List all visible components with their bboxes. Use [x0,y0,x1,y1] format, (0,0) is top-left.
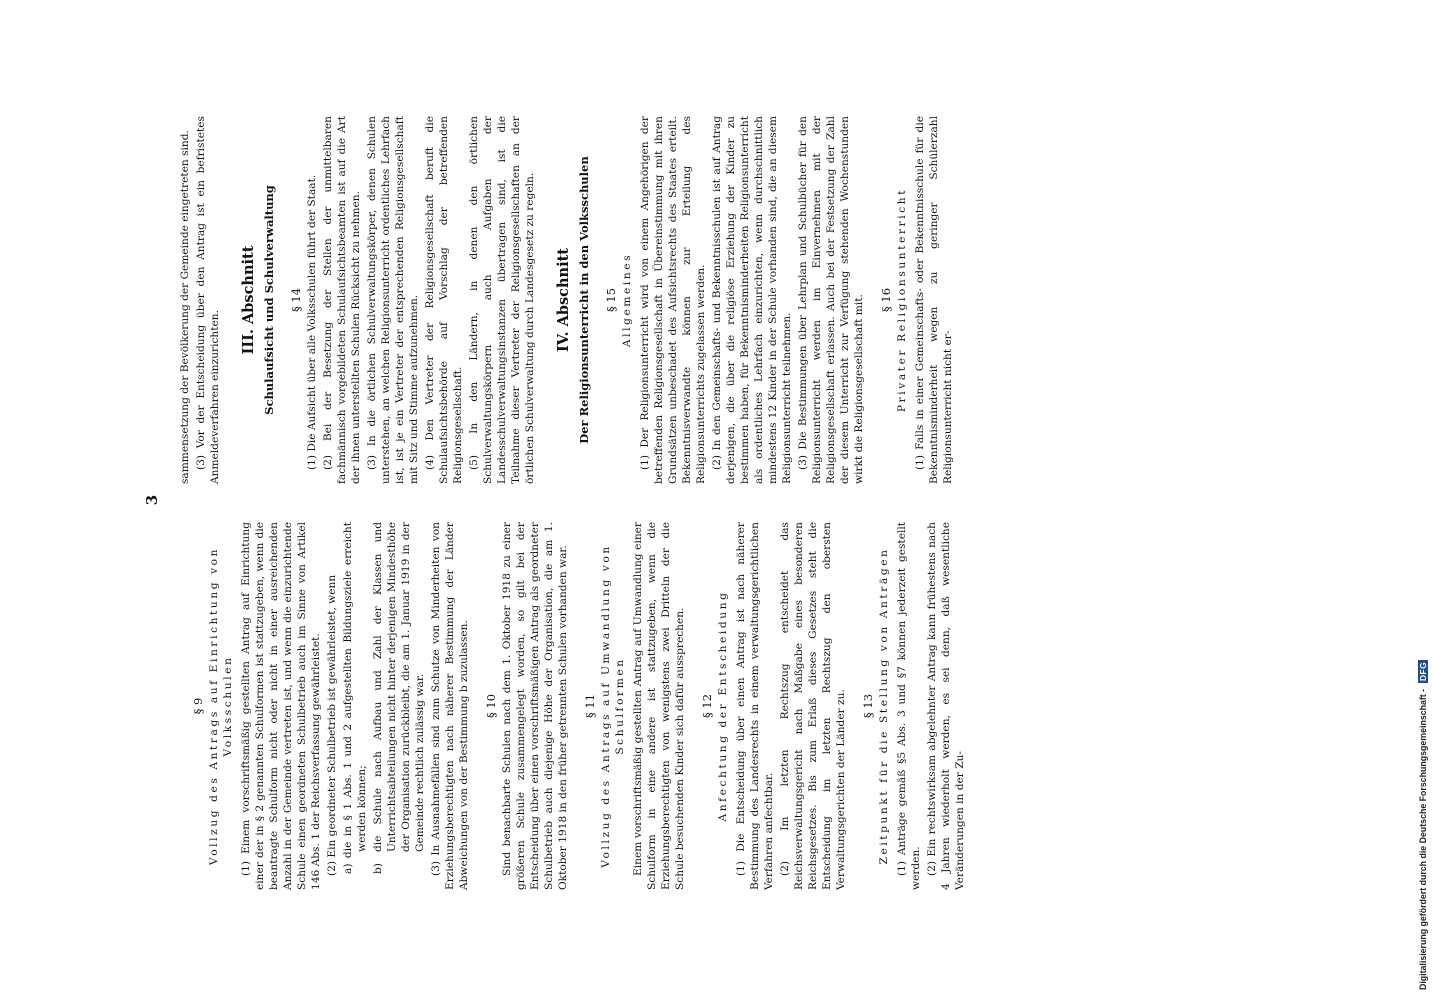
section-number: § 10 [483,693,498,719]
digitization-credit [1416,10,1430,990]
paragraph: Sind benachbarte Schulen nach dem 1. Oktober 1918 zu einer größeren Schule zusammengelegt worden, so gilt bei der Entscheidung über einen vorschriftsmäßigen Antrag als geordneter Schulbetrieb auch diejenige Höhe der Organisation, die am 1. Oktober 1918 in den früher getrennten Schulen vorhanden war. [500,522,569,890]
section-number: § 16 [878,287,893,313]
section-number: § 9 [191,697,205,715]
paragraph: (1) Anträge gemäß §5 Abs. 3 und §7 können jederzeit gestellt werden. [895,522,922,890]
paragraph: (5) In den Ländern, in denen den örtlichen Schulverwaltungskörpern auch Aufgaben der Landesschulverwaltungsinstanzen übertragen sind, ist die Teilnahme dieser Vertreter der Religionsgesellschaften an der örtlichen Schulverwaltung durch Landesgesetz zu regeln. [468,116,536,484]
paragraph: (3) In die örtlichen Schulverwaltungskörper, denen Schulen unterstehen, an welchen Religionsunterricht ordentliches Lehrfach ist, ist je ein Vertreter der entsprechenden Religionsgesellschaft mit Sitz und Stimme aufzunehmen. [366,116,421,484]
paragraph: sammensetzung der Bevölkerung der Gemeinde eingetreten sind. [179,130,191,484]
dfg-logo: DFG [1418,661,1428,681]
paragraph: (2) Ein geordneter Schulbetrieb ist gewährleistet, wenn [325,574,338,876]
paragraph: (4) Den Vertreter der Religionsgesellschaft beruft die Schulaufsichtsbehörde auf Vorschlag der betreffenden Religionsgesellschaft. [424,116,465,484]
chapter-title: Schulaufsicht und Schulverwaltung [262,185,277,415]
paragraph: (3) In Ausnahmefällen sind zum Schutze von Minderheiten von Erziehungsberechtigten nach näherer Bestimmung der Länder Abweichungen von der Bestimmung b zuzulassen. [429,522,470,890]
paragraph: (1) Die Aufsicht über alle Volksschulen führt der Staat. [306,174,319,470]
section-title: Allgemeines [621,252,634,348]
section-title: Privater Religionsunterricht [895,187,908,413]
list-item: b) die Schule nach Aufbau und Zahl der Klassen und Unterrichtsabteilungen nicht hinter derjenigen Mindesthöhe der Organisation zurückbleibt, die am 1. Januar 1919 in der Gemeinde rechtlich zulässig war. [371,522,426,874]
chapter-heading: III. Abschnitt [239,245,257,355]
document-page [137,100,1297,900]
paragraph: (3) Vor der Entscheidung über den Antrag ist ein befristetes Anmeldeverfahren einzurichten. [194,116,221,484]
section-number: § 12 [699,693,714,719]
page-number: 3 [143,494,161,506]
chapter-heading: IV. Abschnitt [554,248,572,352]
section-number: § 13 [860,693,875,719]
right-column [179,116,958,484]
section-title: Zeitpunkt für die Stellung von Anträgen [877,547,890,865]
paragraph: (2) Im letzten Rechtszug entscheidet das Reichsverwaltungsgericht nach Maßgabe eines besonderen Reichsgesetzes. Bis zum Erlaß dieses Gesetzes steht die Entscheidung im letzten Rechtszug den obersten Verwaltungsgerichten der Länder zu. [778,522,847,890]
paragraph: (2) In den Gemeinschafts- und Bekenntnisschulen ist auf Antrag derjenigen, die über die religiöse Erziehung der Kinder zu bestimmen haben, für Bekenntnisminderheiten Religionsunterricht als ordentliches Lehrfach einzurichten, wenn durchschnittlich mindestens 12 Kinder in der Schule vorhanden sind, die an diesem Religionsunterricht teilnehmen. [711,116,793,484]
section-number: § 14 [289,287,304,313]
section-number: § 11 [582,693,597,719]
paragraph: (1) Die Entscheidung über einen Antrag ist nach näherer Bestimmung des Landesrechts in einem verwaltungsgerichtlichen Verfahren anfechtbar. [734,522,775,890]
paragraph: (2) Bei der Besetzung der Stellen der unmittelbaren fachmännisch vorgebildeten Schulaufsichtsbeamten ist auf die Art der ihnen unterstellten Schulen Rücksicht zu nehmen. [322,116,363,484]
chapter-title: Der Religionsunterricht in den Volksschulen [577,156,591,444]
section-number: § 15 [604,287,619,313]
paragraph: (2) Ein rechtswirksam abgelehnter Antrag kann frühestens nach 4 Jahren wiederholt werden, es sei denn, daß wesentliche Veränderungen in der Zu- [925,522,966,890]
paragraph: (1) Einem vorschriftsmäßig gestellten Antrag auf Einrichtung einer der in § 2 genannten Schulformen ist stattzugeben, wenn die beantragte Schulform nicht oder nicht in einer ausreichenden Anzahl in der Gemeinde vertreten ist, und wenn die einzurichtende Schule einen geordneten Schulbetrieb auch im Sinne von Artikel 146 Abs. 1 der Reichsverfassung gewährleistet. [240,522,322,890]
list-item: a) die in § 1 Abs. 1 und 2 aufgestellten Bildungsziele erreicht werden können; [341,522,368,874]
paragraph: (1) Der Religionsunterricht wird von einem Angehörigen der betreffenden Religionsgesellschaft in Übereinstimmung mit ihren Grundsätzen unbeschadet des Aufsichtsrechts des Staates erteilt. Bekenntnisverwandte können zur Erteilung des Religionsunterrichts zugelassen werden. [639,116,708,484]
section-title: Anfechtung der Entscheidung [716,590,729,822]
left-column [179,522,969,890]
credit-text: Digitalisierung gefördert durch die Deutsche Forschungsgemeinschaft - [1418,688,1428,990]
paragraph: (3) Die Bestimmungen über Lehrplan und Schulbücher für den Religionsunterricht werden im Einvernehmen mit der Religionsgesellschaft erlassen. Auch bei der Festsetzung der Zahl der diesem Unterricht zur Verfügung stehenden Wochenstunden wirkt die Religionsgesellschaft mit. [796,116,865,484]
section-title: Vollzug des Antrags auf Umwandlung von Schulformen [599,544,626,868]
paragraph: (1) Falls in einer Gemeinschafts- oder Bekenntnisschule für die Bekenntnisminderheit wegen zu geringer Schülerzahl Religionsunterricht nicht er- [913,116,954,484]
section-title: Vollzug des Antrags auf Einrichtung von Volksschulen [208,546,235,866]
paragraph: Einem vorschriftsmäßig gestellten Antrag auf Umwandlung einer Schulform in eine andere ist stattzugeben, wenn die Erziehungsberechtigten von wenigstens zwei Dritteln der die Schule besuchenden Kinder sich dafür aussprechen. [631,522,686,890]
